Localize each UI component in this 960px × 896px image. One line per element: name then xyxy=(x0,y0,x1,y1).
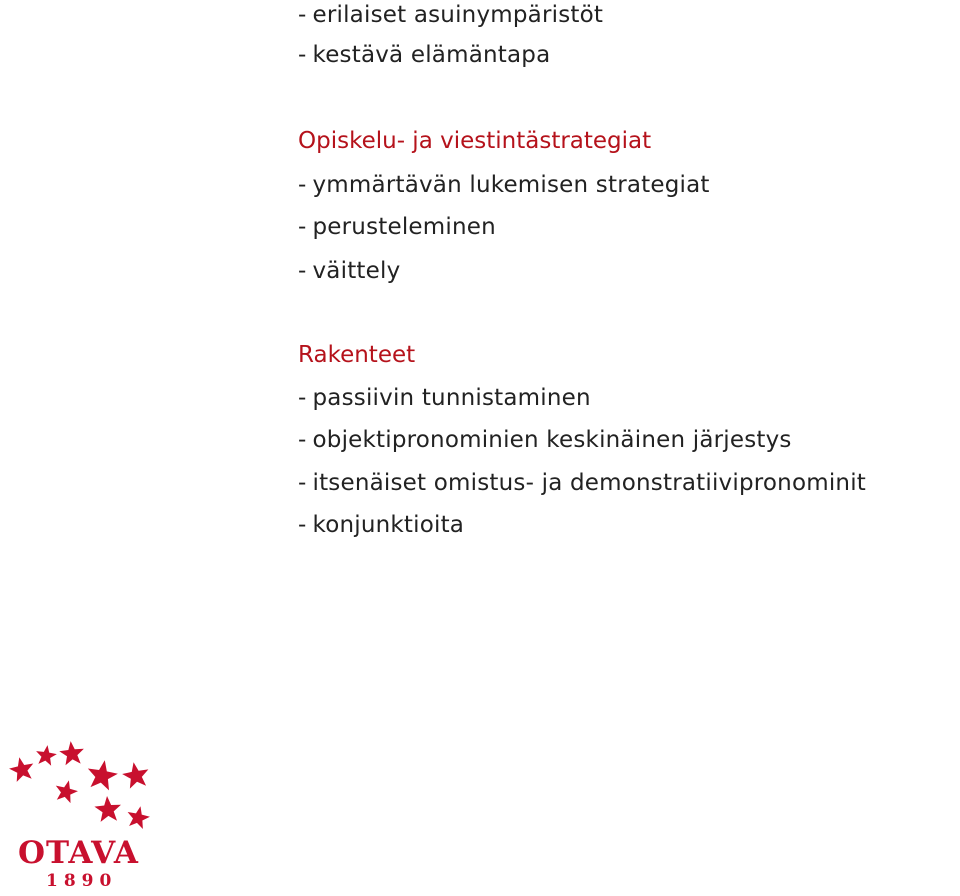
bullet-dash: - xyxy=(298,385,307,411)
list-item-text: passiivin tunnistaminen xyxy=(312,385,591,411)
list-item xyxy=(298,425,792,455)
list-item-text: kestävä elämäntapa xyxy=(312,42,551,68)
bullet-dash: - xyxy=(298,2,307,28)
star-shape xyxy=(88,760,118,790)
publisher-logo xyxy=(0,740,170,896)
stars-icon xyxy=(0,740,170,836)
list-item-text: konjunktioita xyxy=(312,512,465,538)
section-heading: Rakenteet xyxy=(298,342,416,368)
star-shape xyxy=(59,741,84,765)
list-item-text: ymmärtävän lukemisen strategiat xyxy=(312,172,710,198)
star-shape xyxy=(122,762,148,788)
bullet-dash: - xyxy=(298,172,307,198)
list-item xyxy=(298,0,603,30)
list-item xyxy=(298,40,550,70)
list-item xyxy=(298,468,866,498)
list-item xyxy=(298,510,464,540)
list-item xyxy=(298,256,400,286)
bullet-dash: - xyxy=(298,470,307,496)
section-heading: Opiskelu- ja viestintästrategiat xyxy=(298,128,652,154)
star-shape xyxy=(56,780,78,803)
star-shape xyxy=(36,745,57,766)
logo-year: 1890 xyxy=(46,871,118,891)
list-item-text: objektipronominien keskinäinen järjestys xyxy=(312,427,792,453)
bullet-dash: - xyxy=(298,42,307,68)
list-item-text: erilaiset asuinympäristöt xyxy=(312,2,604,28)
list-item-text: perusteleminen xyxy=(312,214,496,240)
list-item xyxy=(298,383,591,413)
star-shape xyxy=(9,757,33,782)
bullet-dash: - xyxy=(298,427,307,453)
bullet-dash: - xyxy=(298,258,307,284)
list-item-text: väittely xyxy=(312,258,401,284)
bullet-dash: - xyxy=(298,512,307,538)
bullet-dash: - xyxy=(298,214,307,240)
logo-name: OTAVA xyxy=(18,835,139,871)
star-shape xyxy=(128,806,150,829)
star-shape xyxy=(94,796,121,822)
list-item xyxy=(298,212,496,242)
list-item xyxy=(298,170,710,200)
list-item-text: itsenäiset omistus- ja demonstratiivipronominit xyxy=(312,470,867,496)
